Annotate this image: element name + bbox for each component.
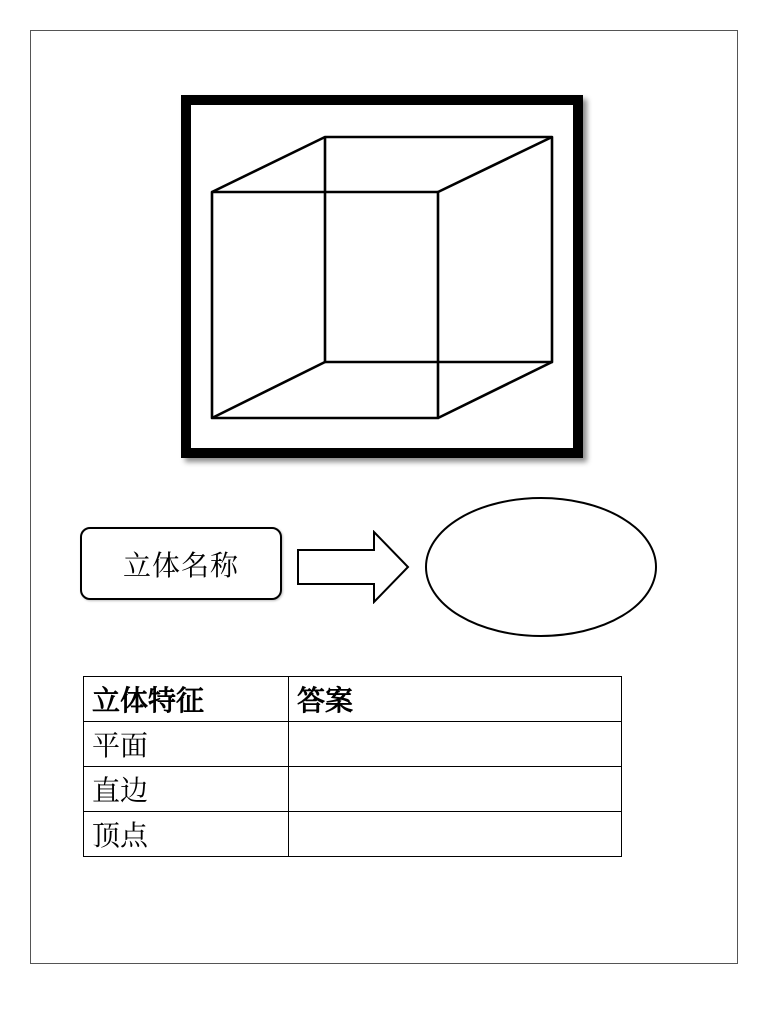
table-row [84, 767, 622, 812]
solid-name-label: 立体名称 [122, 548, 239, 582]
answer-cell[interactable] [289, 722, 622, 767]
features-table [83, 676, 622, 857]
answer-cell[interactable] [289, 767, 622, 812]
right-arrow-icon [296, 530, 412, 604]
feature-cell: 平面 [84, 722, 289, 767]
wireframe-cube-icon [191, 105, 573, 448]
header-answer: 答案 [289, 677, 622, 722]
table-row [84, 722, 622, 767]
table-row [84, 812, 622, 857]
answer-cell[interactable] [289, 812, 622, 857]
header-feature: 立体特征 [84, 677, 289, 722]
feature-cell: 直边 [84, 767, 289, 812]
solid-name-label-box [80, 527, 282, 600]
table-header-row [84, 677, 622, 722]
cube-picture-frame [181, 95, 583, 458]
feature-cell: 顶点 [84, 812, 289, 857]
solid-name-answer-ellipse[interactable] [424, 496, 658, 638]
